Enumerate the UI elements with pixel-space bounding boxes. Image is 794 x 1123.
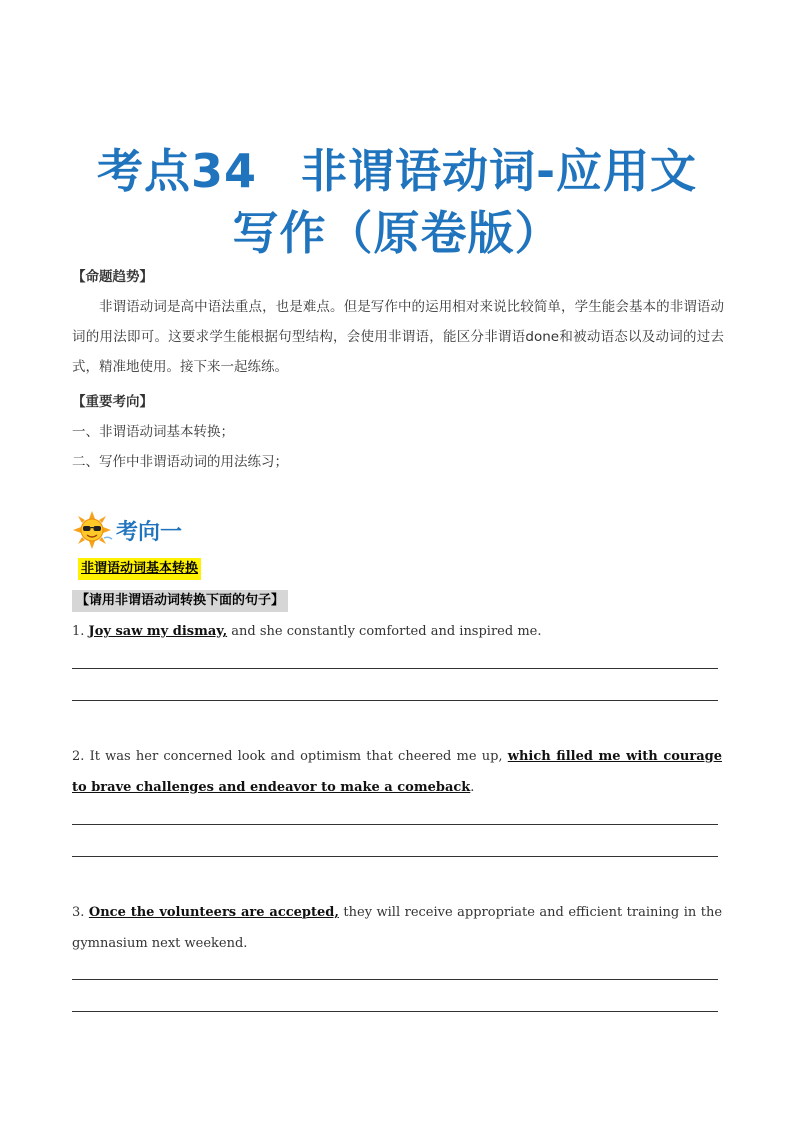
document-title-line-1 [0, 140, 794, 202]
trend-section [72, 262, 724, 382]
instruction-label: 【请用非谓语动词转换下面的句子】 [72, 590, 288, 612]
answer-line[interactable] [72, 668, 718, 669]
highlighted-subheading: 非谓语动词基本转换 [78, 558, 201, 580]
question-1-underlined: Joy saw my dismay, [88, 624, 228, 639]
title-topic-number: 考点34 [96, 144, 257, 198]
key-item-2: 二、写作中非谓语动词的用法练习； [72, 454, 288, 470]
key-section [72, 387, 724, 477]
title-topic-name: 非谓语动词-应用文 [300, 144, 698, 198]
question-2-underlined: which filled me with courage to brave challenges and endeavor to make a comeback [72, 749, 722, 795]
answer-line[interactable] [72, 979, 718, 980]
question-1 [72, 616, 722, 647]
section-badge [72, 508, 182, 552]
question-2-end: . [470, 780, 475, 795]
answer-line[interactable] [72, 700, 718, 701]
document-title-line-2: 写作（原卷版） [232, 206, 562, 260]
question-3-underlined: Once the volunteers are accepted, [88, 905, 339, 920]
question-3-text: they will receive appropriate and efficient training in the gymnasium next weekend. [72, 905, 723, 951]
question-2 [72, 741, 722, 803]
question-1-number: 1. [72, 624, 85, 639]
sun-with-sunglasses-icon [72, 510, 114, 550]
question-1-text: and she constantly comforted and inspired me. [227, 624, 542, 639]
key-heading: 【重要考向】 [72, 394, 153, 410]
key-item-1: 一、非谓语动词基本转换； [72, 424, 234, 440]
trend-paragraph: 非谓语动词是高中语法重点，也是难点。但是写作中的运用相对来说比较简单，学生能会基本的非谓语动词的用法即可。这要求学生能根据句型结构，会使用非谓语，能区分非谓语done和被动语态以及动词的过去式，精准地使用。接下来一起练练。 [72, 299, 724, 375]
trend-heading: 【命题趋势】 [72, 269, 153, 285]
answer-line[interactable] [72, 824, 718, 825]
question-3-number: 3. [72, 905, 85, 920]
answer-line[interactable] [72, 1011, 718, 1012]
answer-line[interactable] [72, 856, 718, 857]
section-label: 考向一 [116, 519, 183, 545]
question-3 [72, 897, 722, 959]
question-2-text: 2. It was her concerned look and optimism that cheered me up, [72, 749, 508, 764]
